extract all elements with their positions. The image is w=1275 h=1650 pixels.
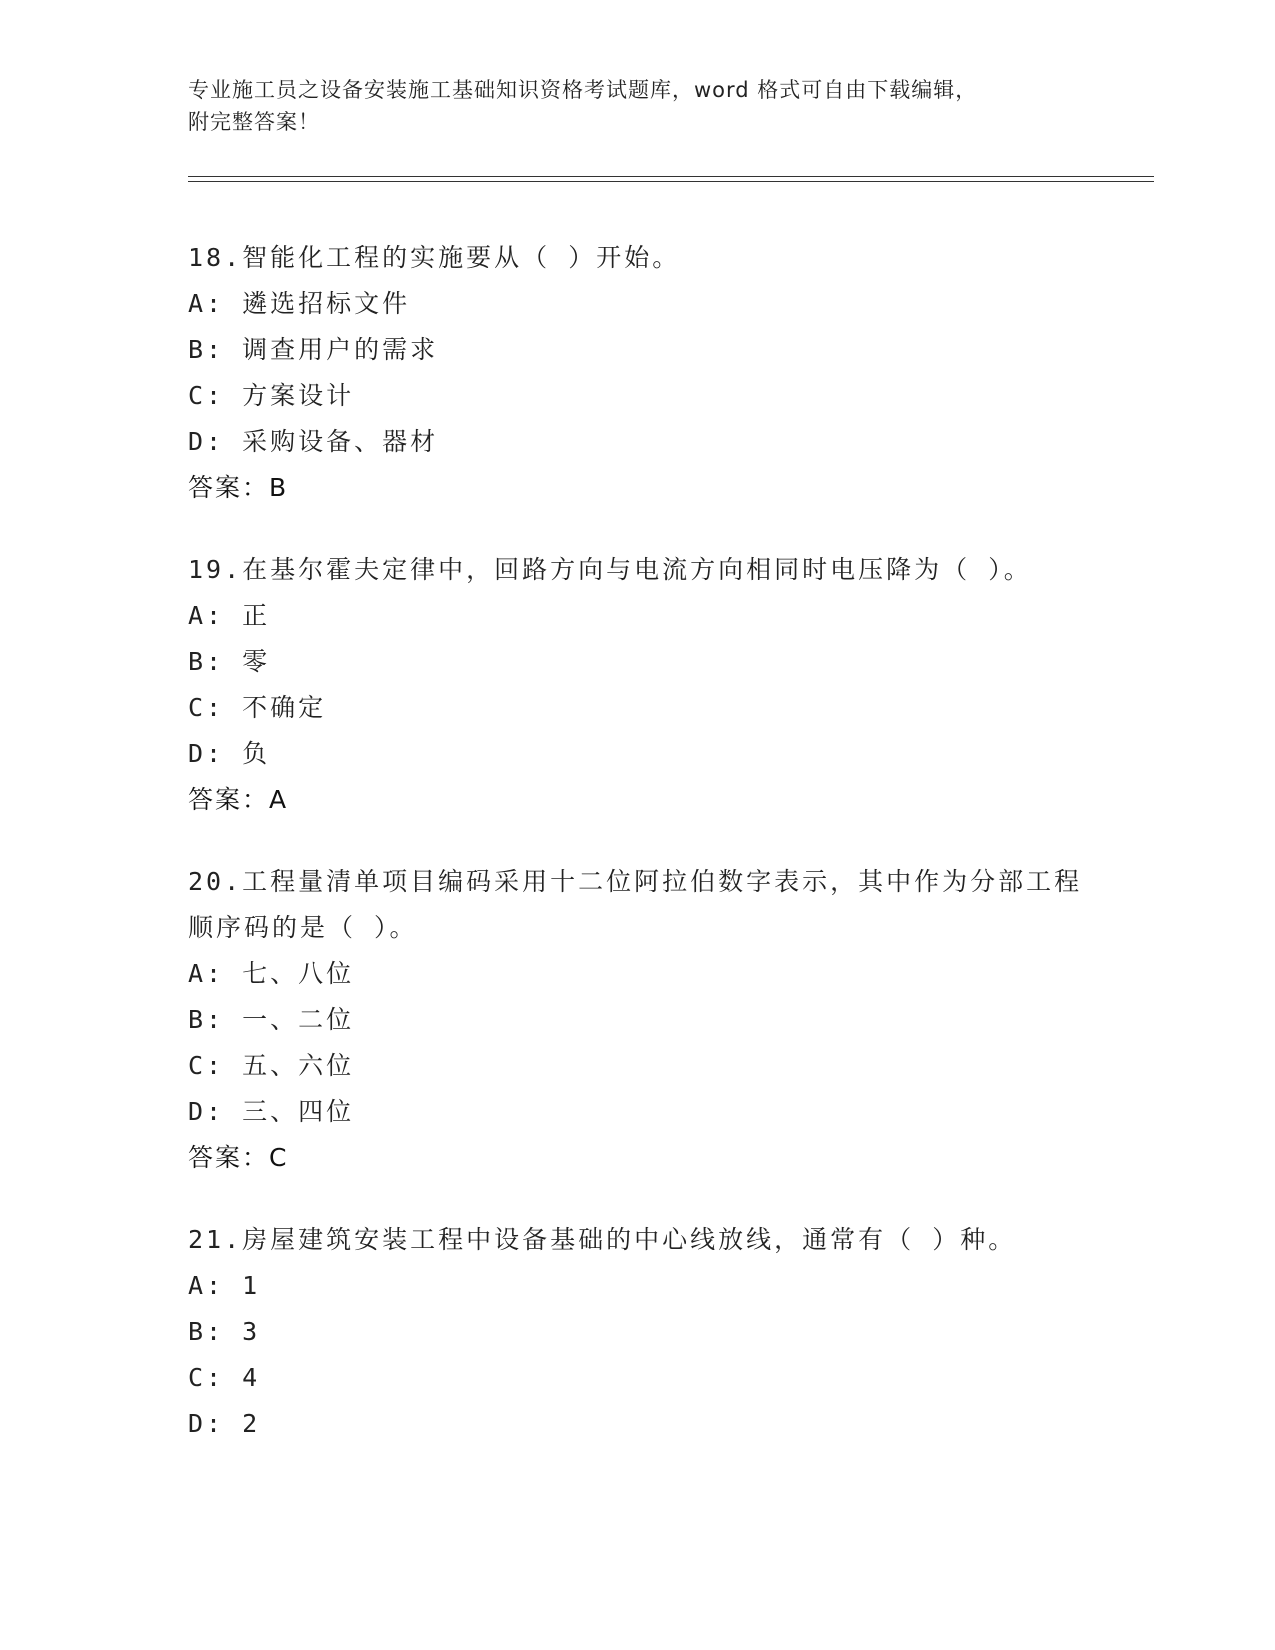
option-text: 五、六位 <box>242 1051 355 1080</box>
option-text: 七、八位 <box>242 959 355 988</box>
option-c <box>188 1043 1088 1089</box>
question-18 <box>188 235 1088 511</box>
option-b <box>188 327 1088 373</box>
question-text: 工程量清单项目编码采用十二位阿拉伯数字表示，其中作为分部工程顺序码的是（ ）。 <box>188 867 1083 942</box>
option-letter: B: <box>188 1317 225 1346</box>
question-stem <box>188 1217 1088 1263</box>
option-text: 方案设计 <box>242 381 355 410</box>
option-text: 2 <box>242 1409 261 1438</box>
question-number: 18. <box>188 243 243 272</box>
question-stem <box>188 859 1088 951</box>
option-a <box>188 593 1088 639</box>
question-number: 21. <box>188 1225 243 1254</box>
option-b <box>188 639 1088 685</box>
header-line-1: 专业施工员之设备安装施工基础知识资格考试题库，word 格式可自由下载编辑， <box>188 78 978 102</box>
option-text: 三、四位 <box>242 1097 355 1126</box>
option-text: 不确定 <box>242 693 327 722</box>
option-letter: D: <box>188 427 225 456</box>
document-header <box>188 74 1088 138</box>
option-letter: B: <box>188 335 225 364</box>
option-letter: A: <box>188 1271 225 1300</box>
option-c <box>188 685 1088 731</box>
option-text: 负 <box>242 739 271 768</box>
question-text: 在基尔霍夫定律中，回路方向与电流方向相同时电压降为（ ）。 <box>242 555 1032 584</box>
option-b <box>188 997 1088 1043</box>
option-letter: D: <box>188 1409 225 1438</box>
question-stem <box>188 235 1088 281</box>
question-21 <box>188 1217 1088 1447</box>
option-d <box>188 1401 1088 1447</box>
option-text: 1 <box>242 1271 261 1300</box>
option-letter: A: <box>188 959 225 988</box>
question-stem <box>188 547 1088 593</box>
answer-label: 答案： <box>188 785 270 814</box>
option-letter: C: <box>188 381 225 410</box>
question-list <box>188 235 1088 1483</box>
option-text: 3 <box>242 1317 261 1346</box>
answer-line <box>188 777 1088 823</box>
option-letter: C: <box>188 1051 225 1080</box>
option-text: 正 <box>242 601 271 630</box>
option-letter: A: <box>188 601 225 630</box>
option-text: 4 <box>242 1363 261 1392</box>
question-text: 房屋建筑安装工程中设备基础的中心线放线，通常有（ ）种。 <box>242 1225 1017 1254</box>
option-letter: A: <box>188 289 225 318</box>
option-text: 一、二位 <box>242 1005 355 1034</box>
answer-value: A <box>269 785 289 814</box>
option-text: 遴选招标文件 <box>242 289 411 318</box>
header-divider-top <box>188 176 1154 177</box>
question-number: 20. <box>188 867 243 896</box>
option-text: 采购设备、器材 <box>242 427 439 456</box>
question-20 <box>188 859 1088 1181</box>
option-c <box>188 1355 1088 1401</box>
option-d <box>188 731 1088 777</box>
option-letter: C: <box>188 693 225 722</box>
answer-label: 答案： <box>188 1143 270 1172</box>
option-letter: B: <box>188 647 225 676</box>
option-d <box>188 419 1088 465</box>
question-19 <box>188 547 1088 823</box>
option-letter: D: <box>188 739 225 768</box>
option-c <box>188 373 1088 419</box>
option-letter: C: <box>188 1363 225 1392</box>
option-letter: D: <box>188 1097 225 1126</box>
answer-label: 答案： <box>188 473 270 502</box>
answer-value: C <box>269 1143 289 1172</box>
option-text: 零 <box>242 647 271 676</box>
header-line-2: 附完整答案！ <box>188 110 320 134</box>
question-number: 19. <box>188 555 243 584</box>
answer-line <box>188 465 1088 511</box>
option-text: 调查用户的需求 <box>242 335 439 364</box>
answer-value: B <box>269 473 289 502</box>
option-a <box>188 281 1088 327</box>
header-divider-bottom <box>188 181 1154 182</box>
option-d <box>188 1089 1088 1135</box>
option-b <box>188 1309 1088 1355</box>
option-letter: B: <box>188 1005 225 1034</box>
option-a <box>188 1263 1088 1309</box>
answer-line <box>188 1135 1088 1181</box>
option-a <box>188 951 1088 997</box>
question-text: 智能化工程的实施要从（ ）开始。 <box>242 243 681 272</box>
